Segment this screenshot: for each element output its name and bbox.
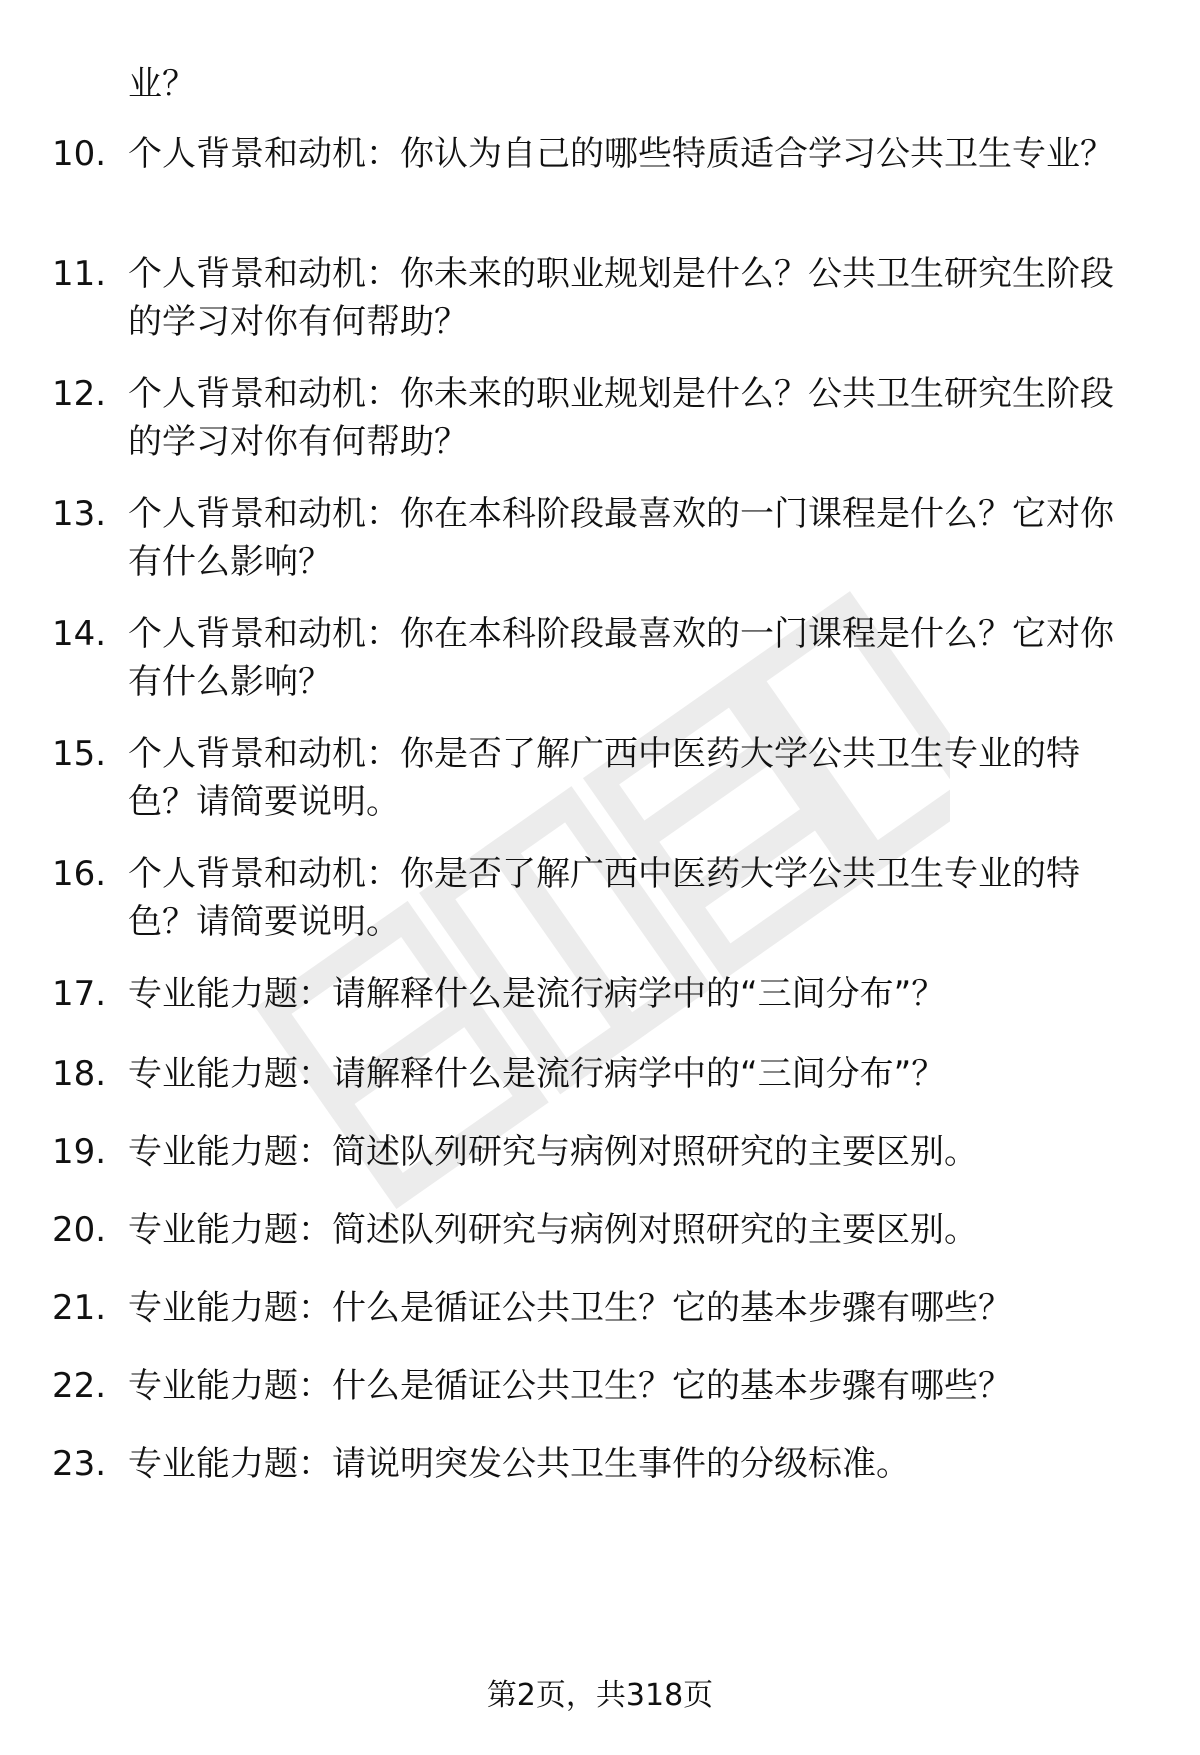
- question-number: 20.: [52, 1210, 107, 1250]
- question-text: 个人背景和动机：你在本科阶段最喜欢的一门课程是什么？它对你有什么影响？: [128, 494, 1114, 582]
- question-number: 13.: [52, 494, 107, 534]
- question-number: 10.: [52, 134, 107, 174]
- question-text: 专业能力题：请说明突发公共卫生事件的分级标准。: [128, 1444, 910, 1484]
- question-text: 个人背景和动机：你在本科阶段最喜欢的一门课程是什么？它对你有什么影响？: [128, 614, 1114, 702]
- question-text: 个人背景和动机：你未来的职业规划是什么？公共卫生研究生阶段的学习对你有何帮助？: [128, 374, 1114, 462]
- question-text: 个人背景和动机：你未来的职业规划是什么？公共卫生研究生阶段的学习对你有何帮助？: [128, 254, 1114, 342]
- question-text: 专业能力题：简述队列研究与病例对照研究的主要区别。: [128, 1210, 978, 1250]
- question-text: 专业能力题：请解释什么是流行病学中的“三间分布”？: [128, 974, 946, 1014]
- question-number: 15.: [52, 734, 107, 774]
- question-number: 12.: [52, 374, 107, 414]
- page-footer: 第2页，共318页: [486, 1678, 714, 1713]
- question-text: 专业能力题：什么是循证公共卫生？它的基本步骤有哪些？: [128, 1366, 1012, 1406]
- question-text: 个人背景和动机：你是否了解广西中医药大学公共卫生专业的特色？请简要说明。: [128, 734, 1080, 822]
- question-text: 个人背景和动机：你认为自己的哪些特质适合学习公共卫生专业？: [128, 134, 1114, 174]
- question-number: 21.: [52, 1288, 107, 1328]
- question-text: 专业能力题：请解释什么是流行病学中的“三间分布”？: [128, 1054, 946, 1094]
- question-number: 18.: [52, 1054, 107, 1094]
- question-number: 17.: [52, 974, 107, 1014]
- question-number: 23.: [52, 1444, 107, 1484]
- question-number: 16.: [52, 854, 107, 894]
- question-number: 19.: [52, 1132, 107, 1172]
- continued-question-text: 业？: [128, 64, 196, 104]
- question-text: 个人背景和动机：你是否了解广西中医药大学公共卫生专业的特色？请简要说明。: [128, 854, 1080, 942]
- question-number: 22.: [52, 1366, 107, 1406]
- question-text: 专业能力题：什么是循证公共卫生？它的基本步骤有哪些？: [128, 1288, 1012, 1328]
- question-number: 11.: [52, 254, 107, 294]
- question-number: 14.: [52, 614, 107, 654]
- question-text: 专业能力题：简述队列研究与病例对照研究的主要区别。: [128, 1132, 978, 1172]
